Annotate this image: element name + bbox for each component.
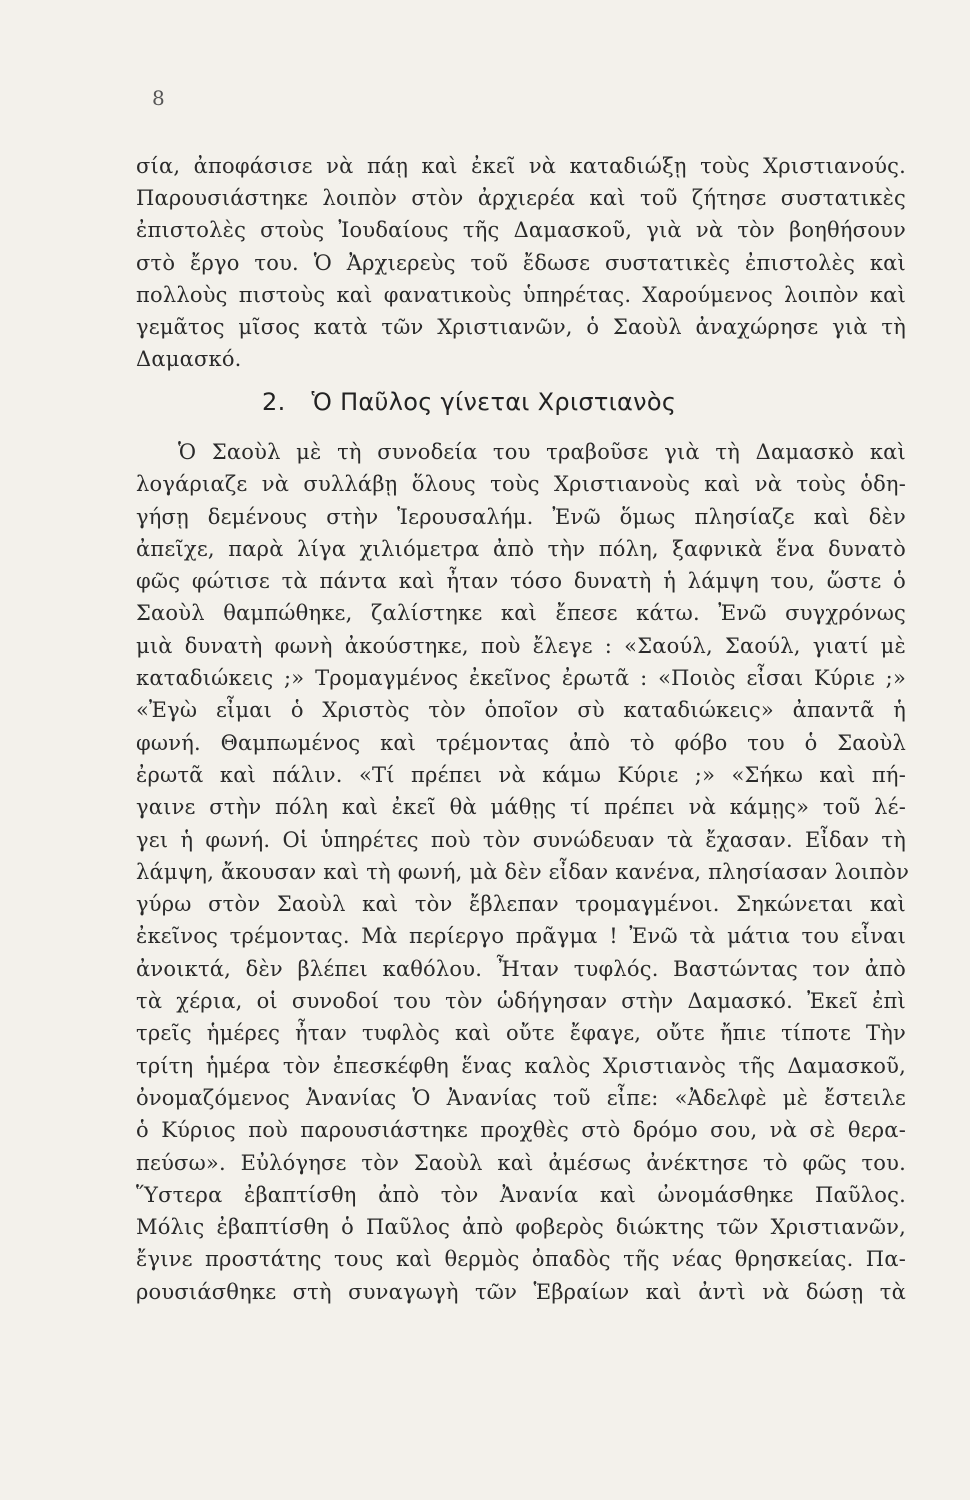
text-line: Ὁ Σαοὺλ μὲ τὴ συνοδεία του τραβοῦσε γιὰ τὴ Δαμασκὸ καὶ [178,440,906,464]
text-line: ἐρωτᾶ καὶ πάλιν. «Τί πρέπει νὰ κάμω Κύριε ;» «Σήκω καὶ πή- [136,762,906,787]
text-line: ρουσιάσθηκε στὴ συναγωγὴ τῶν Ἑβραίων καὶ ἀντὶ νὰ δώσῃ τὰ [136,1279,906,1304]
text-line: ὀνομαζόμενος Ἀνανίας Ὁ Ἀνανίας τοῦ εἶπε: «Ἀδελφὲ μὲ ἔστειλε [136,1085,906,1110]
section-title: Ὁ Παῦλος γίνεται Χριστιανὸς [311,388,677,416]
text-line: τὰ χέρια, οἱ συνοδοί του τὸν ὡδήγησαν στὴν Δαμασκό. Ἐκεῖ ἐπὶ [136,989,906,1014]
text-line: τρίτη ἡμέρα τὸν ἐπεσκέφθη ἕνας καλὸς Χριστιανὸς τῆς Δαμασκοῦ, [136,1053,906,1078]
text-line: «Ἐγὼ εἶμαι ὁ Χριστὸς τὸν ὁποῖον σὺ καταδιώκεις» ἀπαντᾶ ἡ [136,698,906,723]
text-line: Δαμασκό. [136,347,242,372]
text-line: λογάριαζε νὰ συλλάβῃ ὅλους τοὺς Χριστιανοὺς καὶ νὰ τοὺς ὁδη- [136,472,906,497]
text-line: ὁ Κύριος ποὺ παρουσιάστηκε προχθὲς στὸ δρόμο σου, νὰ σὲ θερα- [136,1118,906,1143]
paragraph-2 [136,436,910,1308]
text-line: γει ἡ φωνή. Οἱ ὑπηρέτες ποὺ τὸν συνώδευαν τὰ ἔχασαν. Εἶδαν τὴ [136,827,906,852]
section-number: 2. [262,388,286,416]
text-line: λάμψη, ἄκουσαν καὶ τὴ φωνή, μὰ δὲν εἶδαν κανένα, πλησίασαν λοιπὸν [136,859,910,884]
text-line: ἔγινε προστάτης τους καὶ θερμὸς ὀπαδὸς τῆς νέας θρησκείας. Πα- [136,1247,906,1272]
text-line: ἐπιστολὲς στοὺς Ἰουδαίους τῆς Δαμασκοῦ, γιὰ νὰ τὸν βοηθήσουν [136,218,906,243]
text-line: γήσῃ δεμένους στὴν Ἱερουσαλήμ. Ἐνῶ ὅμως πλησίαζε καὶ δὲν [136,504,906,529]
text-line: στὸ ἔργο του. Ὁ Ἀρχιερεὺς τοῦ ἔδωσε συστατικὲς ἐπιστολὲς καὶ [136,250,906,275]
text-line: πολλοὺς πιστοὺς καὶ φανατικοὺς ὑπηρέτας. Χαρούμενος λοιπὸν καὶ [136,282,906,307]
text-line: Παρουσιάστηκε λοιπὸν στὸν ἀρχιερέα καὶ τοῦ ζήτησε συστατικὲς [136,186,906,211]
text-line: ἐκεῖνος τρέμοντας. Μὰ περίεργο πρᾶγμα ! Ἐνῶ τὰ μάτια του εἶναι [136,924,906,949]
text-line: Ὕστερα ἐβαπτίσθη ἀπὸ τὸν Ἀνανία καὶ ὠνομάσθηκε Παῦλος. [136,1182,906,1207]
section-heading [262,388,822,416]
text-line: φῶς φώτισε τὰ πάντα καὶ ἦταν τόσο δυνατὴ ἡ λάμψη του, ὥστε ὁ [136,569,906,594]
text-line: μιὰ δυνατὴ φωνὴ ἀκούστηκε, ποὺ ἔλεγε : «Σαούλ, Σαούλ, γιατί μὲ [136,633,906,658]
text-line: γεμᾶτος μῖσος κατὰ τῶν Χριστιανῶν, ὁ Σαοὺλ ἀναχώρησε γιὰ τὴ [136,314,906,339]
text-line: ἀνοικτά, δὲν βλέπει καθόλου. Ἦταν τυφλός. Βαστώντας τον ἀπὸ [136,956,906,981]
text-line: Μόλις ἐβαπτίσθη ὁ Παῦλος ἀπὸ φοβερὸς διώκτης τῶν Χριστιανῶν, [136,1215,906,1240]
text-line: καταδιώκεις ;» Τρομαγμένος ἐκεῖνος ἐρωτᾶ : «Ποιὸς εἶσαι Κύριε ;» [136,666,906,691]
text-line: τρεῖς ἡμέρες ἦταν τυφλὸς καὶ οὔτε ἔφαγε, οὔτε ἤπιε τίποτε Τὴν [136,1021,906,1046]
text-line: Σαοὺλ θαμπώθηκε, ζαλίστηκε καὶ ἔπεσε κάτω. Ἐνῶ συγχρόνως [136,601,906,626]
text-line: φωνή. Θαμπωμένος καὶ τρέμοντας ἀπὸ τὸ φόβο του ὁ Σαοὺλ [136,730,906,755]
page-number: 8 [152,86,165,110]
text-line: ἀπεῖχε, παρὰ λίγα χιλιόμετρα ἀπὸ τὴν πόλη, ξαφνικὰ ἕνα δυνατὸ [136,536,906,561]
paragraph-1 [136,150,906,375]
text-line: σία, ἀποφάσισε νὰ πάῃ καὶ ἐκεῖ νὰ καταδιώξῃ τοὺς Χριστιανούς. [136,154,906,178]
text-line: πεύσω». Εὐλόγησε τὸν Σαοὺλ καὶ ἀμέσως ἀνέκτησε τὸ φῶς του. [136,1150,906,1175]
text-line: γαινε στὴν πόλη καὶ ἐκεῖ θὰ μάθῃς τί πρέπει νὰ κάμῃς» τοῦ λέ- [136,795,906,820]
text-line: γύρω στὸν Σαοὺλ καὶ τὸν ἔβλεπαν τρομαγμένοι. Σηκώνεται καὶ [136,892,906,917]
